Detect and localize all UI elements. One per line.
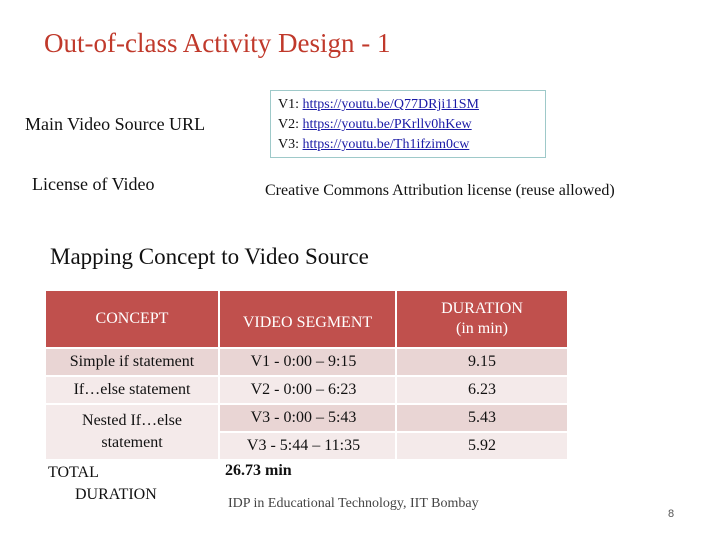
slide-title: Out-of-class Activity Design - 1 [44,28,391,58]
header-duration [396,290,568,348]
video-url-prefix: V1: [278,97,303,112]
segment-cell: V3 - 0:00 – 5:43 [219,404,396,432]
video-url-link-v3[interactable]: https://youtu.be/Th1ifzim0cw [302,137,470,152]
table-row [45,404,568,432]
duration-cell: 6.23 [396,376,568,404]
video-url-link-v1[interactable]: https://youtu.be/Q77DRji11SM [302,97,479,112]
video-url-prefix: V2: [278,117,303,132]
total-label-line1: TOTAL [48,464,99,481]
video-url-row-2 [278,115,545,135]
duration-cell: 9.15 [396,348,568,376]
page-number: 8 [668,508,675,520]
slide-footer: IDP in Educational Technology, IIT Bombay [228,496,479,511]
segment-cell: V3 - 5:44 – 11:35 [219,432,396,460]
segment-cell: V1 - 0:00 – 9:15 [219,348,396,376]
segment-cell: V2 - 0:00 – 6:23 [219,376,396,404]
header-duration-line1: DURATION [441,300,523,317]
main-video-label: Main Video Source URL [25,114,206,134]
header-concept: CONCEPT [45,290,219,348]
header-video-segment: VIDEO SEGMENT [219,290,396,348]
mapping-heading: Mapping Concept to Video Source [50,244,369,269]
license-label: License of Video [32,174,155,194]
video-url-link-v2[interactable]: https://youtu.be/PKrllv0hKew [302,117,472,132]
duration-cell: 5.43 [396,404,568,432]
video-url-row-3 [278,135,545,155]
total-duration-value: 26.73 min [225,462,292,479]
table-header-row [45,290,568,348]
concept-cell-nested [45,404,219,460]
duration-cell: 5.92 [396,432,568,460]
concept-mapping-table [44,289,569,461]
video-url-box [270,90,546,158]
license-value: Creative Commons Attribution license (reuse allowed) [265,182,615,199]
total-duration-label [48,462,178,506]
header-duration-line2: (in min) [456,320,508,337]
concept-nested-line1: Nested If…else [82,412,182,429]
table-row [45,348,568,376]
concept-nested-line2: statement [101,434,163,451]
table-row [45,376,568,404]
concept-cell: Simple if statement [45,348,219,376]
total-label-line2: DURATION [75,486,157,503]
video-url-prefix: V3: [278,137,303,152]
concept-cell: If…else statement [45,376,219,404]
video-url-row-1 [278,95,545,115]
